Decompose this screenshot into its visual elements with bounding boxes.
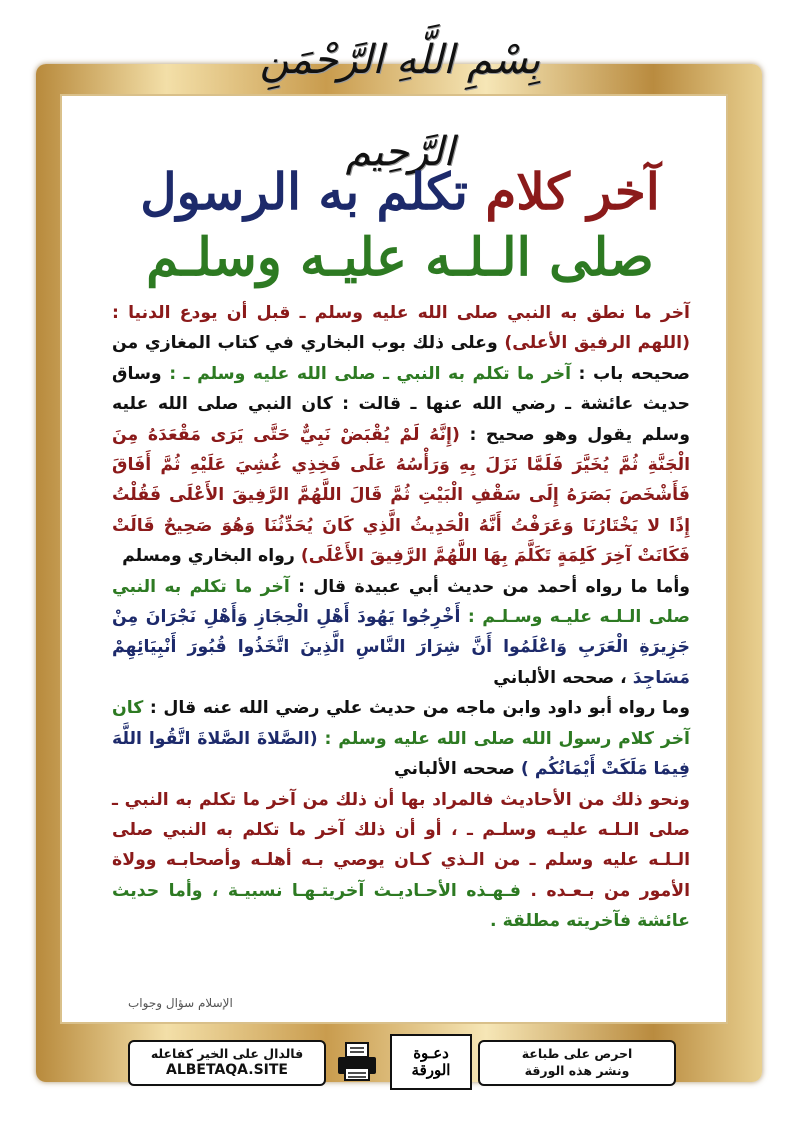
page-subtitle: صلى الـلـه عليـه وسلـم xyxy=(146,227,654,288)
p4-conclusion: فـهـذه الأحـاديـث آخريتـهـا نسبيـة ، وأما حديث عائشة فآخريته مطلقة . xyxy=(112,880,690,932)
p1-aisha-intro: وساق حديث عائشة ـ رضي الله عنها ـ قالت : كان النبي صلى الله عليه وسلم يقول وهو صحيح : xyxy=(112,363,690,445)
p1-bukhari-chapter: وعلى ذلك بوب البخاري في كتاب المغازي من صحيحه باب : xyxy=(112,333,690,384)
p2-citation: ، صححه الألباني xyxy=(493,667,627,688)
p3-citation: صححه الألباني xyxy=(393,759,515,780)
printer-icon xyxy=(334,1040,380,1084)
print-reminder-line-1: احرص على طباعة xyxy=(521,1046,633,1061)
website-motto: فالدال على الخير كفاعله xyxy=(150,1046,304,1061)
website-box xyxy=(128,1040,326,1086)
paragraph-3 xyxy=(112,693,690,784)
p2-hadith-text: أَخْرِجُوا يَهُودَ أَهْلِ الْحِجَازِ وَأَهْلِ نَجْرَانَ مِنْ جَزِيرَةِ الْعَرَبِ وَاعْلَمُوا أَنَّ شِرَارَ النَّاسِ الَّذِينَ اتَّخَذُوا قُبُورَ أَنْبِيَائِهِمْ مَسَاجِدَ xyxy=(112,607,690,688)
title-part-1: آخر كلام xyxy=(485,162,660,221)
page-title xyxy=(100,160,700,224)
footer-bar xyxy=(128,1040,676,1084)
logo-line-2: الورقة xyxy=(411,1061,451,1079)
source-credit: الإسلام سؤال وجواب xyxy=(128,996,233,1010)
article-body xyxy=(112,298,690,937)
title-part-2: تكلم به الرسول xyxy=(140,162,468,221)
p1-hadith-text: (إِنَّهُ لَمْ يُقْبَضْ نَبِيٌّ حَتَّى يَرَى مَقْعَدَهُ مِنَ الْجَنَّةِ ثُمَّ يُخَيَّرَ فَلَمَّا نَزَلَ بِهِ وَرَأْسُهُ عَلَى فَخِذِي غُشِيَ عَلَيْهِ ثُمَّ أَفَاقَ فَأَشْخَصَ بَصَرَهُ إِلَى سَقْفِ الْبَيْتِ ثُمَّ قَالَ اللَّهُمَّ الرَّفِيقَ الأَعْلَى فَقُلْتُ إِذًا لا يَخْتَارُنَا وَعَرَفْتُ أَنَّهُ الْحَدِيثُ الَّذِي كَانَ يُحَدِّثُنَا وَهُوَ صَحِيحٌ قَالَتْ فَكَانَتْ آخِرَ كَلِمَةٍ تَكَلَّمَ بِهَا اللَّهُمَّ الرَّفِيقَ الأَعْلَى) xyxy=(112,424,690,567)
p2-intro: وأما ما رواه أحمد من حديث أبي عبيدة قال : xyxy=(298,576,690,597)
paragraph-4 xyxy=(112,785,690,937)
p1-intro: آخر ما نطق به النبي صلى الله عليه وسلم ـ قبل أن يودع الدنيا : (اللهم الرفيق الأعلى) xyxy=(112,303,690,354)
paragraph-2 xyxy=(112,572,690,694)
p4-text: ونحو ذلك من الأحاديث فالمراد بها أن ذلك من آخر ما تكلم به النبي ـ صلى الـلـه عليـه وسلـم ـ ، أو أن ذلك آخر ما تكلم به النبي صلى الـلـه عليه وسلم ـ من الـذي كـان يوصي بـه أهلـه وأصحابـه وولاة الأمور من بـعـده . xyxy=(112,789,690,901)
p3-hadith-text: (الصَّلاةَ الصَّلاةَ اتَّقُوا اللَّهَ فِيمَا مَلَكَتْ أَيْمَانُكُم ) xyxy=(112,728,690,780)
website-url[interactable]: ALBETAQA.SITE xyxy=(165,1062,288,1078)
p1-citation: رواه البخاري ومسلم xyxy=(122,546,295,567)
p3-intro: وما رواه أبو داود وابن ماجه من حديث علي رضي الله عنه قال : xyxy=(149,698,690,719)
basmala-calligraphy: بِسْمِ اللَّهِ الرَّحْمَنِ الرَّحِيم xyxy=(259,37,541,175)
print-reminder-line-2: ونشر هذه الورقة xyxy=(524,1063,630,1078)
print-reminder-box xyxy=(478,1040,676,1086)
dawat-alwaraqa-logo xyxy=(390,1034,472,1090)
p2-title: آخر ما تكلم به النبي صلى الـلـه عليـه وسـلـم : xyxy=(112,576,690,628)
paragraph-1 xyxy=(112,298,690,572)
p3-title: كان آخر كلام رسول الله صلى الله عليه وسلم : xyxy=(112,698,690,749)
logo-line-1: دعـوة xyxy=(413,1044,449,1062)
p1-chapter-title: آخر ما تكلم به النبي ـ صلى الله عليه وسلم ـ : xyxy=(169,363,572,384)
